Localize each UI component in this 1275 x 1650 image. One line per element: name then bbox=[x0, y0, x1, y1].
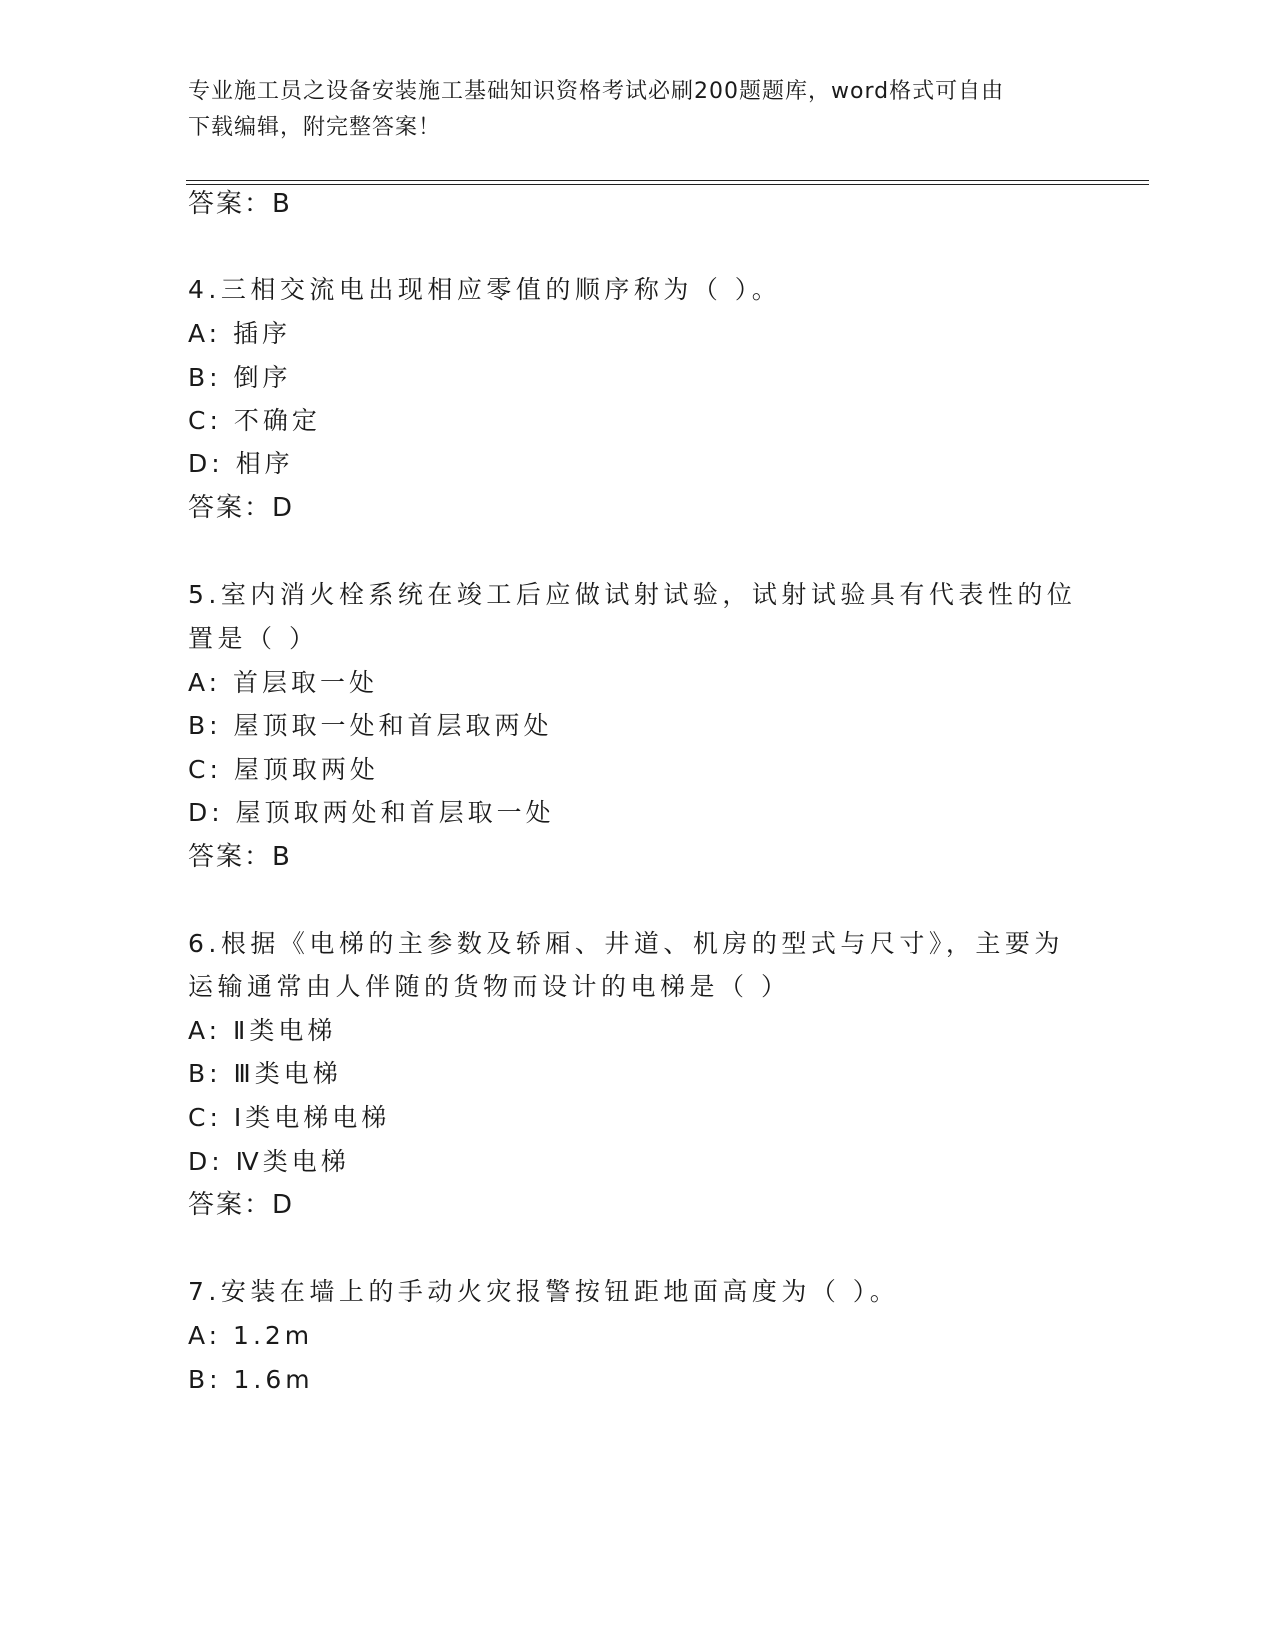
header-line-1: 专业施工员之设备安装施工基础知识资格考试必刷200题题库，word格式可自由 bbox=[188, 79, 1005, 104]
question-5-option-d: D: 屋顶取两处和首层取一处 bbox=[188, 798, 555, 827]
header-divider-top bbox=[186, 180, 1149, 181]
question-4-option-b: B: 倒序 bbox=[188, 363, 292, 392]
question-5-option-a: A: 首层取一处 bbox=[188, 668, 379, 697]
question-4-option-c: C: 不确定 bbox=[188, 406, 321, 435]
question-5-text-line-1: 5.室内消火栓系统在竣工后应做试射试验，试射试验具有代表性的位 bbox=[188, 580, 1077, 609]
answer-q6: 答案：D bbox=[188, 1190, 295, 1220]
document-header bbox=[188, 74, 1088, 146]
question-6-option-a: A: Ⅱ类电梯 bbox=[188, 1016, 337, 1045]
answer-q5: 答案：B bbox=[188, 842, 292, 872]
question-4-option-d: D: 相序 bbox=[188, 449, 294, 478]
question-5-option-c: C: 屋顶取两处 bbox=[188, 755, 379, 784]
question-4-text: 4.三相交流电出现相应零值的顺序称为（ ）。 bbox=[188, 275, 782, 304]
answer-q3: 答案：B bbox=[188, 189, 292, 219]
question-6-option-b: B: Ⅲ类电梯 bbox=[188, 1059, 342, 1088]
question-7-option-b: B: 1.6m bbox=[188, 1365, 314, 1394]
header-divider-bottom bbox=[186, 184, 1149, 185]
question-6-option-c: C: Ⅰ类电梯电梯 bbox=[188, 1103, 391, 1132]
question-7-option-a: A: 1.2m bbox=[188, 1321, 314, 1350]
question-6-text-line-2: 运输通常由人伴随的货物而设计的电梯是（ ） bbox=[188, 972, 791, 1001]
answer-q4: 答案：D bbox=[188, 493, 295, 523]
question-6-text-line-1: 6.根据《电梯的主参数及轿厢、井道、机房的型式与尺寸》，主要为 bbox=[188, 929, 1064, 958]
question-7-text: 7.安装在墙上的手动火灾报警按钮距地面高度为（ ）。 bbox=[188, 1277, 900, 1306]
question-4-option-a: A: 插序 bbox=[188, 319, 292, 348]
header-line-2: 下载编辑，附完整答案！ bbox=[188, 115, 442, 140]
question-5-option-b: B: 屋顶取一处和首层取两处 bbox=[188, 711, 553, 740]
question-5-text-line-2: 置是（ ） bbox=[188, 624, 319, 653]
question-6-option-d: D: Ⅳ类电梯 bbox=[188, 1147, 350, 1176]
